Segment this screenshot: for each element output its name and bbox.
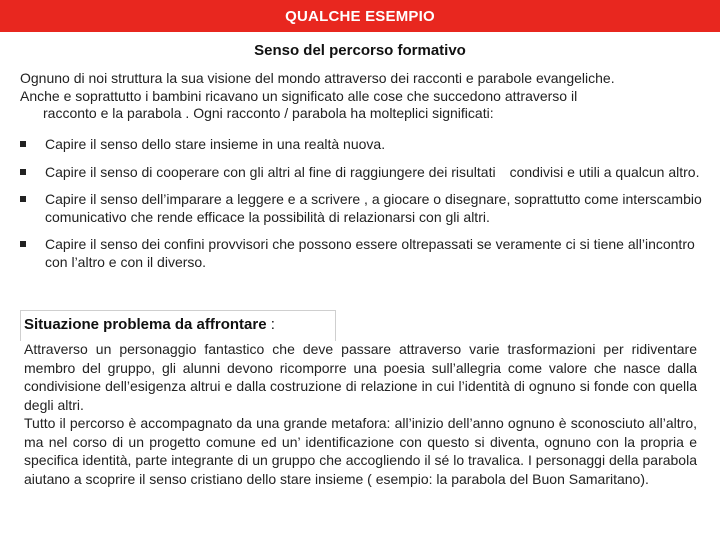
list-item-text: Capire il senso di cooperare con gli altri al fine di raggiungere dei risultati <box>45 163 496 180</box>
body-paragraph: Tutto il percorso è accompagnato da una grande metafora: all’inizio dell’anno ognuno è sconosciuto all’altro, ma nel corso di un progetto comune ed un’ identificazione con questo si diventa, ognuno con la propria e specifica identità, parte integrante di un gruppo che accogliendo il sé lo travalica. I personaggi della parabola aiutano a scoprire il senso cristiano dello stare insieme ( esempio: la parabola del Buon Samaritano). <box>24 415 697 487</box>
list-item <box>20 236 710 271</box>
section-body <box>24 340 697 488</box>
bullet-square-icon <box>20 169 26 175</box>
title-banner <box>0 0 720 32</box>
page-title: QUALCHE ESEMPIO <box>285 7 435 25</box>
section-subtitle: Senso del percorso formativo <box>254 42 466 59</box>
list-item-text: Capire il senso dell’imparare a leggere e a scrivere , a giocare o disegnare, soprattutto come interscambio comunicativo che rende efficace la possibilità di relazionarsi con gli altri. <box>45 191 702 225</box>
list-item <box>20 136 710 154</box>
list-item-text: Capire il senso dei confini provvisori che possono essere oltrepassati se veramente ci si tiene all’incontro con l’altro e con il diverso. <box>45 236 695 270</box>
bullet-square-icon <box>20 196 26 202</box>
section-heading <box>24 316 275 333</box>
intro-paragraph <box>20 70 710 123</box>
list-item-text: Capire il senso dello stare insieme in una realtà nuova. <box>45 136 386 152</box>
list-item-text-continued: condivisi e utili a qualcun altro. <box>509 163 700 180</box>
intro-line: Anche e soprattutto i bambini ricavano un significato alle cose che succedono attraverso il <box>20 87 578 104</box>
section-heading-colon: : <box>266 316 275 333</box>
bullet-list <box>20 136 710 281</box>
bullet-square-icon <box>20 241 26 247</box>
intro-line: Ognuno di noi struttura la sua visione del mondo attraverso dei racconti e parabole evangeliche. <box>20 70 615 86</box>
list-item <box>20 164 710 182</box>
bullet-square-icon <box>20 141 26 147</box>
intro-line: racconto e la parabola . Ogni racconto / parabola ha molteplici significati: <box>43 105 494 121</box>
list-item <box>20 191 710 226</box>
body-paragraph: Attraverso un personaggio fantastico che deve passare attraverso varie trasformazioni per ridiventare membro del gruppo, gli alunni devono ricomporre una poesia sull’allegria come valore che nasce dalla condivisione dell’esigenza altrui e dalla costruzione di relazione in cui l’identità di ognuno si fonde con quella degli altri. <box>24 341 697 413</box>
section-heading-text: Situazione problema da affrontare <box>24 316 267 333</box>
